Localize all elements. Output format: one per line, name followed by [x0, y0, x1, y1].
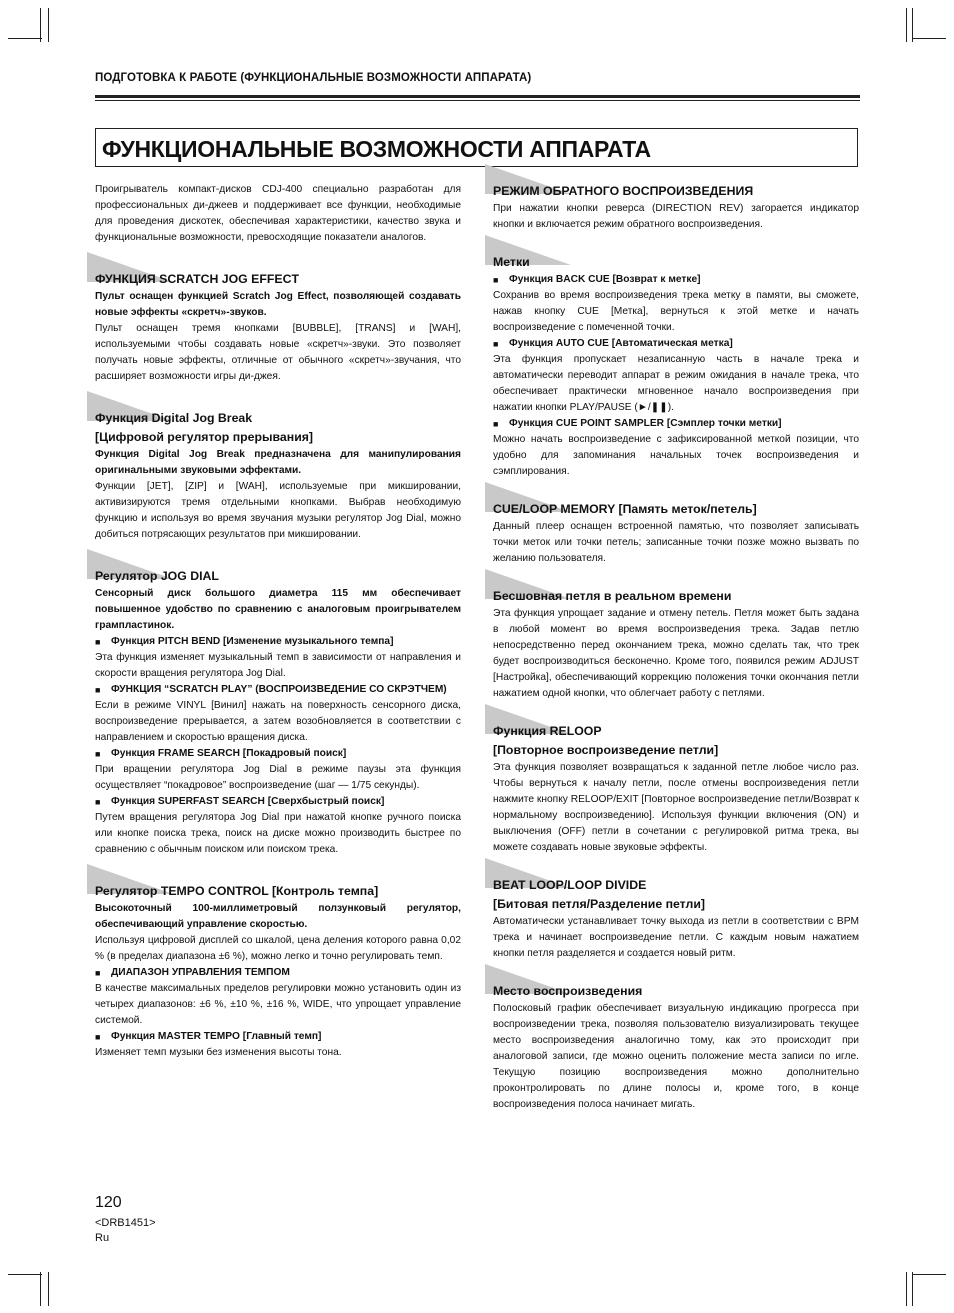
bullet-text: В качестве максимальных пределов регулировки можно установить один из четырех диапазонов: ±6 %, ±10 %, ±16 %, WIDE, что упрощает управление системой. — [95, 983, 461, 1026]
section-cues — [493, 247, 859, 272]
crop-mark — [48, 8, 49, 42]
section-reloop — [493, 716, 859, 760]
document-code — [95, 1216, 156, 1246]
crop-mark — [912, 1274, 946, 1275]
bullet-heading: ■ Функция AUTO CUE [Автоматическая метка] — [493, 336, 859, 352]
crop-mark — [906, 1272, 907, 1306]
crop-mark — [48, 1272, 49, 1306]
crop-mark — [8, 38, 42, 39]
crop-mark — [8, 1274, 42, 1275]
bullet-heading: ■ Функция PITCH BEND [Изменение музыкального темпа] — [95, 634, 461, 650]
crop-mark — [906, 8, 907, 42]
section-jog-dial — [95, 561, 461, 586]
section-seamless-loop — [493, 581, 859, 606]
section-body: Функции [JET], [ZIP] и [WAH], используемые при микшировании, активизируются тремя отдельными кнопками. Выбрав необходимую функцию и используя во время звучания музыки регулятор Jog Dial, можно добиться потрясающих результатов при микшировании. — [95, 481, 461, 540]
crop-mark — [912, 38, 946, 39]
crop-mark — [40, 1272, 41, 1306]
page-title: ФУНКЦИОНАЛЬНЫЕ ВОЗМОЖНОСТИ АППАРАТА — [102, 136, 651, 162]
section-reverse — [493, 176, 859, 201]
section-beat-loop — [493, 870, 859, 914]
bullet-text: Эта функция изменяет музыкальный темп в зависимости от направления и скорости вращения регулятора Jog Dial. — [95, 652, 461, 679]
bullet-heading: ■ Функция SUPERFAST SEARCH [Сверхбыстрый поиск] — [95, 794, 461, 810]
page-title-box — [95, 128, 858, 167]
section-heading: Функция RELOOP — [493, 724, 602, 738]
section-play-position — [493, 976, 859, 1001]
section-lead: Высокоточный 100-миллиметровый ползунковый регулятор, обеспечивающий управление скоростью. — [95, 903, 461, 930]
header-rule-thin — [95, 100, 860, 101]
intro-paragraph: Проигрыватель компакт-дисков CDJ-400 специально разработан для профессиональных ди-джеев и поддерживает все функции, необходимые для проведения дискотек, обеспечивая характеристики, качество звука и функциональные возможности, превосходящие показатели аналогов. — [95, 184, 461, 243]
section-lead: Функция Digital Jog Break предназначена для манипулирования оригинальными звуковыми эффектами. — [95, 449, 461, 476]
section-heading: РЕЖИМ ОБРАТНОГО ВОСПРОИЗВЕДЕНИЯ — [493, 184, 754, 198]
page-number: 120 — [95, 1194, 122, 1211]
section-body: Полосковый график обеспечивает визуальную индикацию прогресса при воспроизведении трека, позволяя пользователю визуализировать текущее место воспроизведения аналогично тому, как это происходит при аналоговой записи, где можно оценить положение места записи по игле. Текущую позицию воспроизведения можно дополнительно проконтролировать по длине полосы и, кроме того, в конце воспроизведения полоса начинает мигать. — [493, 1003, 859, 1110]
section-body: Эта функция упрощает задание и отмену петель. Петля может быть задана в любой момент во время воспроизведения трека. Задав петлю непосредственно перед окончанием трека, можно сделать так, что трек будет воспроизводиться бесконечно. Кроме того, появился режим ADJUST [Настройка], обеспечивающий коррекцию положения точки окончания петли нажатием одной кнопки, что облегчает работу с петлями. — [493, 608, 859, 699]
bullet-text: Путем вращения регулятора Jog Dial при нажатой кнопке ручного поиска или кнопке поиска трека, поиск на диске можно производить быстрее по сравнению с обычным поиском или поиском трека. — [95, 812, 461, 855]
bullet-text: При вращении регулятора Jog Dial в режиме паузы эта функция осуществляет “покадровое” воспроизведение (шаг — 1/75 секунды). — [95, 764, 461, 791]
section-memory — [493, 494, 859, 519]
running-header: ПОДГОТОВКА К РАБОТЕ (ФУНКЦИОНАЛЬНЫЕ ВОЗМОЖНОСТИ АППАРАТА) — [95, 72, 532, 84]
section-subheading: [Повторное воспроизведение петли] — [493, 743, 719, 757]
bullet-text: Изменяет темп музыки без изменения высоты тона. — [95, 1047, 342, 1058]
crop-mark — [912, 8, 913, 42]
bullet-text: Сохранив во время воспроизведения трека метку в памяти, вы сможете, нажав кнопку CUE [Метка], вернуться к этой метке и начать воспроизведение с помеченной точки. — [493, 290, 859, 333]
section-scratch — [95, 264, 461, 289]
section-tempo — [95, 876, 461, 901]
section-subheading: [Битовая петля/Разделение петли] — [493, 897, 706, 911]
section-heading: Регулятор JOG DIAL — [95, 569, 219, 583]
section-heading: Бесшовная петля в реальном времени — [493, 589, 732, 603]
left-column — [95, 182, 461, 1061]
bullet-text: Эта функция пропускает незаписанную часть в начале трека и автоматически переводит аппарат в режим ожидания в начале трека, что обеспечивает практически мгновенное начало воспроизведения при нажатии кнопки PLAY/PAUSE (►/❚❚). — [493, 354, 859, 413]
right-column — [493, 176, 859, 1113]
bullet-text: Если в режиме VINYL [Винил] нажать на поверхность сенсорного диска, воспроизведение прерывается, а затем возобновляется в соответствии с направлением и скоростью вращения диска. — [95, 700, 461, 743]
bullet-heading: ■ ДИАПАЗОН УПРАВЛЕНИЯ ТЕМПОМ — [95, 965, 461, 981]
section-lead: Пульт оснащен функцией Scratch Jog Effect, позволяющей создавать новые эффекты «скретч»-звуков. — [95, 291, 461, 318]
bullet-heading: ■ Функция BACK CUE [Возврат к метке] — [493, 272, 859, 288]
bullet-heading: ■ Функция FRAME SEARCH [Покадровый поиск] — [95, 746, 461, 762]
header-rule — [95, 95, 860, 98]
crop-mark — [912, 1272, 913, 1306]
section-heading: Метки — [493, 255, 530, 269]
section-body: Используя цифровой дисплей со шкалой, цена деления которого равна 0,02 % (в пределах диапазона ±6 %), можно легко и точно регулировать темп. — [95, 935, 461, 962]
section-digital-jog — [95, 403, 461, 447]
section-body: Данный плеер оснащен встроенной памятью, что позволяет записывать точки меток или точки петель; записанные точки позже можно вызвать по желанию пользователя. — [493, 521, 859, 564]
bullet-heading: ■ ФУНКЦИЯ “SCRATCH PLAY” (ВОСПРОИЗВЕДЕНИЕ СО СКРЭТЧЕМ) — [95, 682, 461, 698]
section-heading: ФУНКЦИЯ SCRATCH JOG EFFECT — [95, 272, 299, 286]
section-heading: Место воспроизведения — [493, 984, 643, 998]
section-body: Автоматически устанавливает точку выхода из петли в соответствии с BPM трека и начинает воспроизведение петли. С каждым новым нажатием кнопки петля разделяется и создается новый ритм. — [493, 916, 859, 959]
section-subheading: [Цифровой регулятор прерывания] — [95, 430, 314, 444]
section-heading: Регулятор TEMPO CONTROL [Контроль темпа] — [95, 884, 379, 898]
bullet-heading: ■ Функция CUE POINT SAMPLER [Сэмплер точки метки] — [493, 416, 859, 432]
section-body: При нажатии кнопки реверса (DIRECTION REV) загорается индикатор кнопки и включается режим обратного воспроизведения. — [493, 203, 859, 230]
section-heading: Функция Digital Jog Break — [95, 411, 253, 425]
language-code: Ru — [95, 1232, 110, 1244]
bullet-text: Можно начать воспроизведение с зафиксированной меткой позиции, что удобно для запоминания начальных точек воспроизведения и сэмплирования. — [493, 434, 859, 477]
section-heading: BEAT LOOP/LOOP DIVIDE — [493, 878, 647, 892]
section-body: Пульт оснащен тремя кнопками [BUBBLE], [TRANS] и [WAH], используемыми чтобы создавать новые «скретч»-звуки. Это позволяет получать новые эффекты, отличные от обычного «скретч»-звучания, что расширяет возможности игры ди-джея. — [95, 323, 461, 382]
crop-mark — [40, 8, 41, 42]
section-lead: Сенсорный диск большого диаметра 115 мм обеспечивает повышенное удобство по сравнению с аналоговым проигрывателем грампластинок. — [95, 588, 461, 631]
document-code-text: <DRB1451> — [95, 1217, 156, 1229]
section-heading: CUE/LOOP MEMORY [Память меток/петель] — [493, 502, 757, 516]
bullet-heading: ■ Функция MASTER TEMPO [Главный темп] — [95, 1029, 461, 1045]
section-body: Эта функция позволяет возвращаться к заданной петле любое число раз. Чтобы вернуться к началу петли, после отмены воспроизведения петли нажмите кнопку RELOOP/EXIT [Повторное воспроизведение петли/Возврат к нормальному воспроизведению]. Используя функции включения (ON) и выключения (OFF) петли в сочетании с регулировкой ритма трека, вы можете создавать новые звуковые эффекты. — [493, 762, 859, 853]
